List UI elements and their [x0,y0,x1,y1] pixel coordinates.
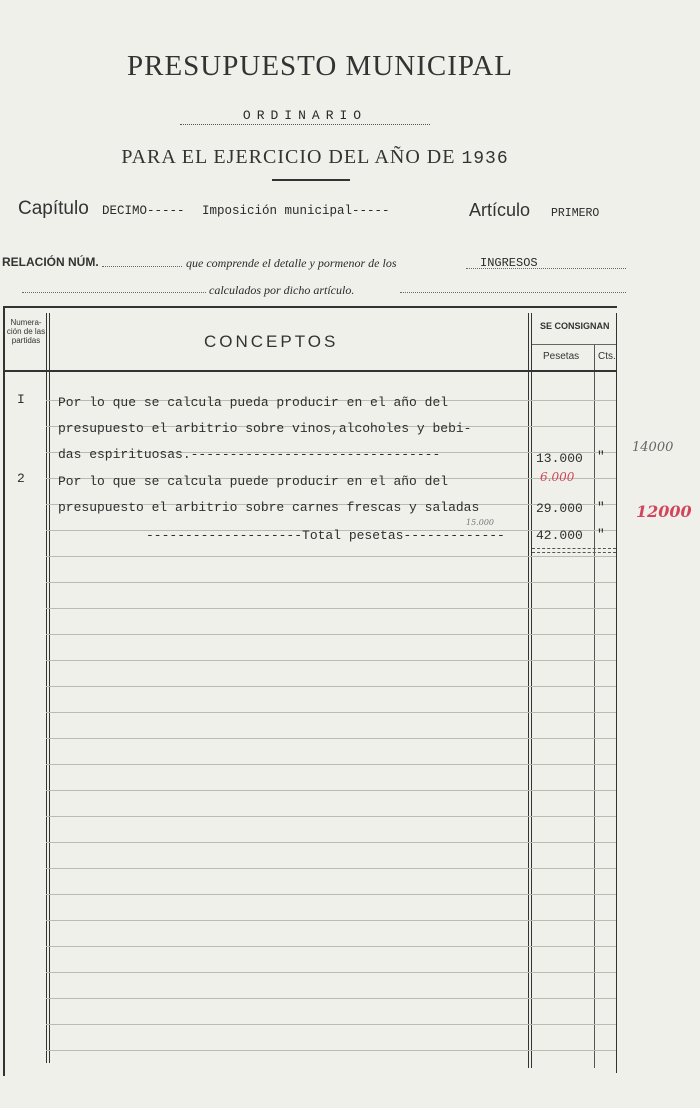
ruled-line [46,660,616,661]
ruled-line [46,868,616,869]
ruled-line [46,738,616,739]
dotted-leader [22,280,206,293]
ruled-line [46,764,616,765]
ruled-line [46,634,616,635]
ruled-line [46,556,616,557]
row-text-line: Por lo que se calcula puede producir en el año del [58,474,449,489]
conceptos-header: CONCEPTOS [204,332,339,351]
ruled-line [46,946,616,947]
row-text-line: presupuesto el arbitrio sobre carnes frescas y saladas [58,500,480,515]
document-subtitle: ORDINARIO [180,108,430,125]
total-rule [532,552,616,553]
capitulo-value: DECIMO----- [102,204,185,218]
row-number: 2 [17,471,25,486]
relacion-value: INGRESOS [480,256,538,270]
ruled-line [46,842,616,843]
capitulo-description: Imposición municipal----- [202,204,390,218]
row-pesetas: 29.000 [536,501,583,516]
fiscal-year-prefix: PARA EL EJERCICIO DEL AÑO DE [121,146,456,168]
row-text-line: presupuesto el arbitrio sobre vinos,alcoholes y bebi- [58,421,472,436]
row-number: I [17,392,25,407]
ruled-line [46,920,616,921]
ruled-line [46,582,616,583]
row-pesetas: 13.000 [536,451,583,466]
column-divider [616,313,617,1073]
title-rule [272,179,350,181]
row-cts: " [597,449,605,464]
header-rule [4,370,616,372]
fiscal-year-line [0,146,630,169]
ruled-line [46,790,616,791]
document-title: PRESUPUESTO MUNICIPAL [126,50,513,82]
relacion-text: que comprende el detalle y pormenor de los [186,256,397,270]
numeracion-header: Numera-ción de las partidas [6,318,46,345]
small-annotation: 15.000 [466,518,494,527]
header-rule [532,344,616,345]
ruled-line [46,608,616,609]
red-annotation: 6.000 [540,470,575,484]
ruled-line [46,686,616,687]
total-label: --------------------Total pesetas------------- [146,528,505,543]
ruled-line [46,1050,616,1051]
cts-header: Cts. [598,351,616,362]
margin-annotation: 14000 [632,440,674,455]
row-text-line: Por lo que se calcula pueda producir en el año del [58,395,449,410]
row-text-line: das espirituosas.-------------------------------- [58,447,441,462]
articulo-label: Artículo [469,200,531,220]
total-rule [532,548,616,549]
fiscal-year: 1936 [461,149,509,169]
ruled-line [46,1024,616,1025]
ruled-line [46,998,616,999]
se-consignan-header: SE CONSIGNAN [540,321,610,331]
ruled-line [46,712,616,713]
total-cts: " [597,527,605,542]
row-cts: " [597,500,605,515]
dotted-leader [400,280,626,293]
ruled-line [46,972,616,973]
articulo-value: PRIMERO [551,207,600,220]
pesetas-header: Pesetas [543,351,580,362]
relacion-label: RELACIÓN NÚM. [2,255,99,269]
relacion-number-field [102,254,182,267]
ruled-line [46,894,616,895]
capitulo-label: Capítulo [18,198,89,219]
red-annotation: 12000 [636,502,692,521]
calculados-text: calculados por dicho artículo. [209,283,355,297]
ruled-line [46,816,616,817]
total-pesetas: 42.000 [536,528,583,543]
